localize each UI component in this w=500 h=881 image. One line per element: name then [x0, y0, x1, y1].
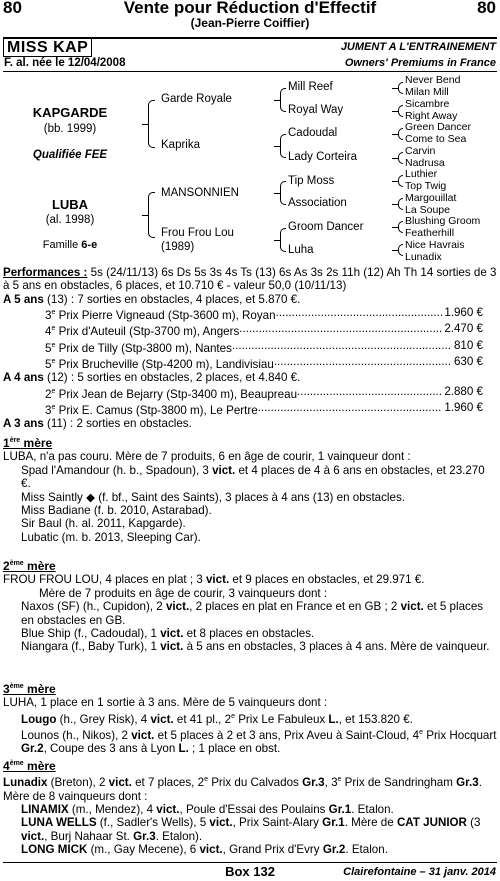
gen4-item: Margouillat	[405, 192, 457, 204]
dam-family: Famille 6-e	[42, 239, 98, 251]
performances-label: Performances :	[3, 266, 88, 279]
age5-races	[3, 306, 497, 371]
race-row: 3e Prix E. Camus (Stp-3800 m), Le Pertre ..... 1.960 €	[45, 401, 483, 417]
dam3-produce: Lougo (h., Grey Risk), 4 vict. et 41 pl., 2e Prix Le Fabuleux L., et 153.820 €.	[21, 712, 413, 726]
page-number-left: 80	[3, 0, 22, 17]
dam3-section	[3, 680, 497, 756]
dam1-section	[3, 434, 497, 544]
gen4-item: Nice Havrais	[405, 239, 465, 251]
race-row: 4e Prix d'Auteuil (Stp-3700 m), Angers ..... 2.470 €	[45, 322, 483, 338]
gen3-item: Lady Corteira	[288, 151, 358, 163]
bracket-gen3	[398, 105, 403, 117]
gen3-item: Cadoudal	[288, 127, 338, 139]
bracket-gen3	[398, 128, 403, 140]
gen4-item: Green Dancer	[405, 121, 471, 133]
dam1-title: 1ère mère	[3, 436, 53, 450]
dam1-intro: LUBA, n'a pas couru. Mère de 7 produits, 6 en âge de courir, 1 vainqueur dont :	[3, 450, 411, 464]
gen3-item: Tip Moss	[288, 175, 335, 187]
page-title: Vente pour Réduction d'Effectif	[123, 0, 377, 17]
race-row: 3e Prix Pierre Vigneaud (Stp-3600 m), Royan ..... 1.960 €	[45, 306, 483, 322]
sire-info: (bb. 1999)	[43, 123, 97, 135]
dam2-produce: Niangara (f., Baby Turk), 1 vict. à 5 ans en obstacles, 3 places à 4 ans. Mère de vainqueur.	[21, 640, 490, 654]
gen4-item: Right Away	[405, 110, 458, 122]
sire-name: KAPGARDE	[32, 105, 108, 120]
bracket-gen2	[280, 181, 286, 205]
gen4-item: La Soupe	[405, 204, 450, 216]
dam2-produce: Blue Ship (f., Cadoudal), 1 vict. et 8 places en obstacles.	[21, 627, 315, 641]
gen4-item: Sicambre	[405, 98, 450, 110]
age4-races	[3, 385, 497, 418]
race-row: 2e Prix Jean de Bejarry (Stp-3400 m), Beaupreau ..... 2.880 €	[45, 385, 483, 401]
sire-note: Qualifiée FEE	[32, 149, 108, 161]
bracket-gen3	[398, 244, 403, 256]
gen4-item: Carvin	[405, 145, 436, 157]
gen4-item: Milan Mill	[405, 86, 449, 98]
sale-source: Clairefontaine – 31 janv. 2014	[343, 866, 496, 878]
horse-name: MISS KAP	[3, 38, 92, 57]
gen3-item: Mill Reef	[288, 81, 333, 93]
dam4-lunadix: Lunadix (Breton), 2 vict. et 7 places, 2e Prix du Calvados Gr.3, 3e Prix de Sandringham Gr.3. Mère de 8 vainqueurs dont :	[3, 776, 482, 803]
dam1-produce: Miss Saintly ◆ (f. bf., Saint des Saints), 3 places à 4 ans (13) en obstacles.	[21, 490, 405, 504]
dam4-title: 4ème mère	[3, 759, 56, 773]
dam-info: (al. 1998)	[45, 214, 95, 226]
dam4-section	[3, 757, 497, 857]
horse-premiums: Owners' Premiums in France	[344, 57, 496, 69]
page-number-right: 80	[477, 0, 496, 17]
gen2-item: Garde Royale	[161, 93, 232, 105]
gen4-item: Featherhill	[405, 227, 455, 239]
bracket-gen3	[398, 221, 403, 233]
bracket-gen2	[280, 228, 286, 252]
dam2-intro2: Mère de 7 produits en âge de courir, 3 vainqueurs dont :	[39, 586, 328, 600]
gen4-item: Nadrusa	[405, 157, 445, 169]
age4-label: A 4 ans	[3, 371, 44, 385]
gen4-item: Lunadix	[405, 251, 442, 263]
gen4-item: Top Twig	[405, 180, 447, 192]
dam1-produce: Spad l'Amandour (h. b., Spadoun), 3 vict. et 4 places de 4 à 6 ans en obstacles, et 23.270 €.	[21, 463, 485, 491]
bracket-gen2	[280, 134, 286, 158]
dam2-section	[3, 557, 497, 654]
dam-name: LUBA	[51, 197, 89, 212]
horse-status: JUMENT A L'ENTRAINEMENT	[340, 41, 496, 53]
performances-summary: 5s (24/11/13) 6s Ds 5s 3s 4s Ts (13) 6s As 3s 2s 11h (12) Ah Th 14 sorties de 3 à 5 ans en obstacles, 6 places, et 10.710 € - valeur 50,0 (10/11/13)	[3, 266, 497, 293]
dam4-produce: LUNA WELLS (f., Sadler's Wells), 5 vict., Prix Saint-Alary Gr.1. Mère de CAT JUNIOR (3 vict., Burj Nahaar St. Gr.3. Etalon).	[21, 816, 481, 843]
pedigree-top-rule	[3, 71, 497, 72]
family-number: 6-e	[81, 239, 98, 251]
dam4-produce: LONG MICK (m., Gay Mecene), 6 vict., Grand Prix d'Evry Gr.2. Etalon.	[21, 843, 388, 857]
dam2-produce: Naxos (SF) (h., Cupidon), 2 vict., 2 places en plat en France et en GB ; 2 vict. et 5 places en obstacles en GB.	[21, 600, 484, 627]
horse-birth: F. al. née le 12/04/2008	[4, 57, 126, 69]
dam1-produce: Lubatic (m. b. 2013, Sleeping Car).	[21, 530, 201, 544]
gen4-item: Never Bend	[405, 74, 461, 86]
page-subtitle: (Jean-Pierre Coiffier)	[190, 16, 310, 30]
dam1-produce: Miss Badiane (f. b. 2010, Astarabad).	[21, 504, 212, 518]
gen2-item: (1989)	[161, 241, 195, 253]
gen2-item: Kaprika	[161, 139, 200, 151]
dam2-intro: FROU FROU LOU, 4 places en plat ; 3 vict. et 9 places en obstacles, et 29.971 €.	[3, 573, 425, 587]
bracket-gen3	[398, 82, 403, 94]
dam3-intro: LUHA, 1 place en 1 sortie à 3 ans. Mère de 5 vainqueurs dont :	[3, 696, 328, 710]
dam3-title: 3ème mère	[3, 682, 56, 696]
gen4-item: Luthier	[405, 168, 438, 180]
gen4-item: Come to Sea	[405, 133, 467, 145]
bracket-gen3	[398, 152, 403, 164]
bracket-gen3	[398, 175, 403, 187]
dam4-produce: LINAMIX (m., Mendez), 4 vict., Poule d'Essai des Poulains Gr.1. Etalon.	[21, 803, 394, 817]
gen3-item: Royal Way	[288, 104, 344, 116]
dam2-title: 2ème mère	[3, 559, 56, 573]
gen4-item: Blushing Groom	[405, 215, 481, 227]
footer-rule	[3, 862, 497, 863]
bracket-gen2	[280, 88, 286, 112]
age3-label: A 3 ans	[3, 417, 44, 431]
gen3-item: Groom Dancer	[288, 221, 364, 233]
bracket-gen3	[398, 198, 403, 210]
dam3-produce: Lounos (h., Nikos), 2 vict. et 5 places à 2 et 3 ans, Prix Aveu à Saint-Cloud, 4e Prix Hocquart Gr.2, Coupe des 3 ans à Lyon L. ; 1 place en obst.	[21, 728, 497, 756]
race-row: 5e Prix de Tilly (Stp-3800 m), Nantes ..... 810 €	[45, 339, 483, 355]
gen3-item: Luha	[288, 244, 314, 256]
box-number: Box 132	[225, 864, 275, 879]
age5-label: A 5 ans	[3, 292, 44, 306]
bracket-sire	[148, 100, 155, 148]
gen3-item: Association	[288, 197, 347, 209]
dam1-produce: Sir Baul (h. al. 2011, Kapgarde).	[21, 517, 186, 531]
race-row: 5e Prix Brucheville (Stp-4200 m), Landivisiau ..... 630 €	[45, 355, 483, 371]
performances-section: Performances : 5s (24/11/13) 6s Ds 5s 3s 4s Ts (13) 6s As 3s 2s 11h (12) Ah Th 14 sorties de 3 à 5 ans en obstacles, 6 places, et 10.710 € - valeur 50,0 (10/11/13) A 5 ans (13) : 7 sorties en obstacles, 4 places, et 5.870 €. 3e Prix Pierre Vigneaud (Stp-3600 m), Royan ..... 1.960 € 4e Prix d'Auteuil (Stp-3700 m), Angers ..... 2.470 € 5e Prix de Tilly (Stp-3800 m), Nantes ..... 810 € 5e Prix Brucheville (Stp-4200 m), Landivisiau ..... 630 € A 4 ans (12) : 5 sorties en obstacles, 2 places, et 4.840 €. 2e Prix Jean de Bejarry (Stp-3400 m), Beaupreau ..... 2.880 € 3e Prix E. Camus (Stp-3800 m), Le Pertre ..... 1.960 € A 3 ans (11) : 2 sorties en obstacles.	[3, 266, 497, 431]
bracket-dam	[148, 192, 155, 238]
gen2-item: MANSONNIEN	[161, 187, 239, 199]
gen2-item: Frou Frou Lou	[161, 227, 234, 239]
